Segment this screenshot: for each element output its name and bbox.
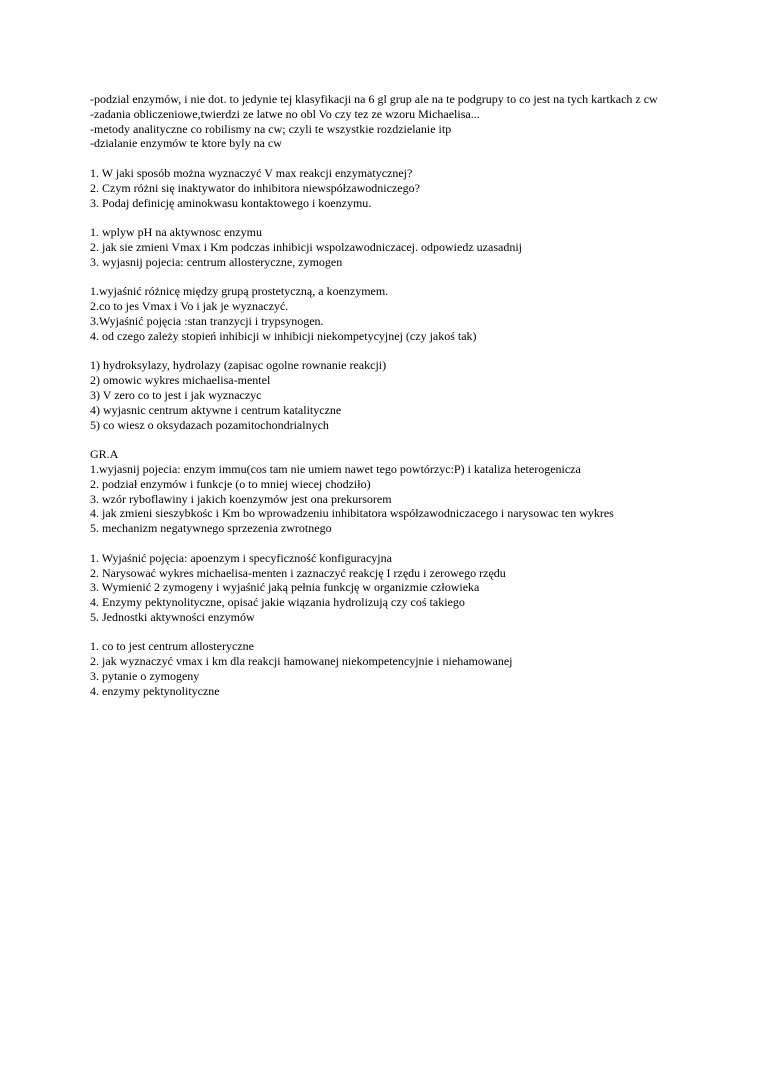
intro-line: -dzialanie enzymów te ktore byly na cw <box>90 136 282 151</box>
question-line: 1.wyjasnij pojecia: enzym immu(cos tam nie umiem nawet tego powtórzyc:P) i kataliza heterogenicza <box>90 461 581 476</box>
question-set-1 <box>90 166 680 210</box>
question-line: 5. Jednostki aktywności enzymów <box>90 609 255 624</box>
question-line: 2. Czym różni się inaktywator do inhibitora niewspółzawodniczego? <box>90 180 420 195</box>
question-line: 3.Wyjaśnić pojęcia :stan tranzycji i trypsynogen. <box>90 313 324 328</box>
question-line: 1. W jaki sposób można wyznaczyć V max reakcji enzymatycznej? <box>90 165 413 180</box>
question-line: 3. Wymienić 2 zymogeny i wyjaśnić jaką pełnia funkcję w organizmie człowieka <box>90 580 480 595</box>
question-set-2 <box>90 225 680 269</box>
question-set-5 <box>90 447 680 536</box>
question-line: 1. co to jest centrum allosteryczne <box>90 639 254 654</box>
question-line: 1.wyjaśnić różnicę między grupą prostetyczną, a koenzymem. <box>90 284 389 299</box>
question-line: 4. Enzymy pektynolityczne, opisać jakie wiązania hydrolizują czy coś takiego <box>90 595 465 610</box>
document-page <box>90 92 680 713</box>
question-line: 5) co wiesz o oksydazach pozamitochondrialnych <box>90 417 329 432</box>
intro-line: -metody analityczne co robilismy na cw; czyli te wszystkie rozdzielanie itp <box>90 121 452 136</box>
question-line: 2. Narysować wykres michaelisa-menten i zaznaczyć reakcję I rzędu i zerowego rzędu <box>90 565 506 580</box>
question-line: 1) hydroksylazy, hydrolazy (zapisac ogolne rownanie reakcji) <box>90 358 387 373</box>
question-line: 3) V zero co to jest i jak wyznaczyc <box>90 387 262 402</box>
question-line: 4. od czego zależy stopień inhibicji w inhibicji niekompetycyjnej (czy jakoś tak) <box>90 328 477 343</box>
question-line: 4) wyjasnic centrum aktywne i centrum katalityczne <box>90 402 342 417</box>
question-set-6 <box>90 551 680 625</box>
question-set-4 <box>90 358 680 432</box>
question-line: 5. mechanizm negatywnego sprzezenia zwrotnego <box>90 521 332 536</box>
question-line: 4. enzymy pektynolityczne <box>90 683 220 698</box>
question-line: 4. jak zmieni sieszybkośc i Km bo wprowadzeniu inhibitatora współzawodniczacego i narysowac ten wykres <box>90 506 614 521</box>
intro-line: -podzial enzymów, i nie dot. to jedynie tej klasyfikacji na 6 gl grup ale na te podgrupy to co jest na tych kartkach z cw <box>90 92 658 106</box>
question-line: 2. jak sie zmieni Vmax i Km podczas inhibicji wspolzawodniczacej. odpowiedz uzasadnij <box>90 239 522 254</box>
question-line: 1. wplyw pH na aktywnosc enzymu <box>90 225 262 240</box>
question-line: 3. wyjasnij pojecia: centrum allosteryczne, zymogen <box>90 254 343 269</box>
question-line: 3. pytanie o zymogeny <box>90 669 200 684</box>
question-line: 3. Podaj definicję aminokwasu kontaktowego i koenzymu. <box>90 195 372 210</box>
question-line: 3. wzór ryboflawiny i jakich koenzymów jest ona prekursorem <box>90 491 392 506</box>
question-line: 1. Wyjaśnić pojęcia: apoenzym i specyficzność konfiguracyjna <box>90 550 392 565</box>
intro-notes <box>90 92 680 151</box>
question-line: 2. jak wyznaczyć vmax i km dla reakcji hamowanej niekompetencyjnie i niehamowanej <box>90 654 513 669</box>
question-line: 2.co to jes Vmax i Vo i jak je wyznaczyć. <box>90 299 289 314</box>
group-heading: GR.A <box>90 447 119 462</box>
question-line: 2) omowic wykres michaelisa-mentel <box>90 373 271 388</box>
question-line: 2. podział enzymów i funkcje (o to mniej wiecej chodziło) <box>90 476 371 491</box>
question-set-7 <box>90 639 680 698</box>
intro-line: -zadania obliczeniowe,twierdzi ze latwe no obl Vo czy tez ze wzoru Michaelisa... <box>90 106 480 121</box>
question-set-3 <box>90 284 680 343</box>
